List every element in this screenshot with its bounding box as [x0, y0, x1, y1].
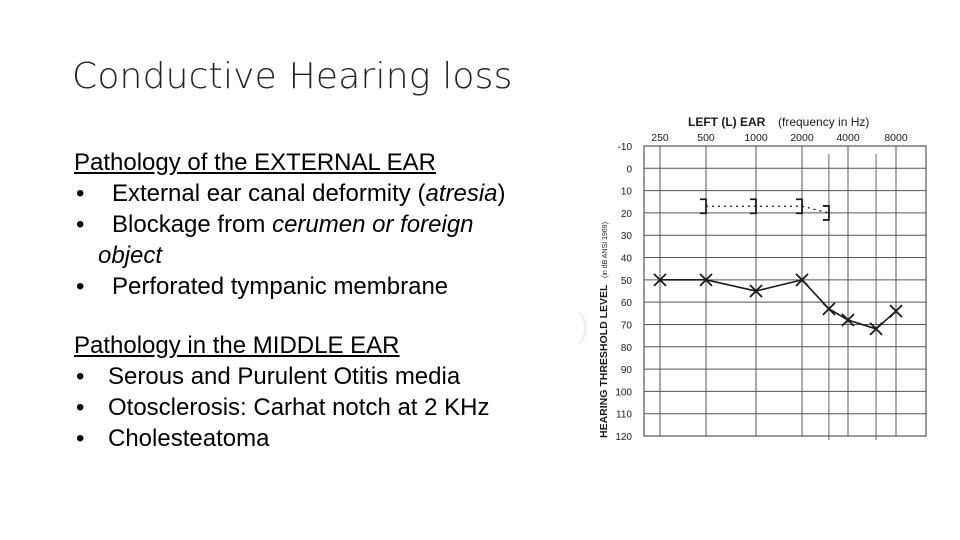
x-tick-label: 8000 [884, 132, 908, 144]
section-heading-external-ear: Pathology of the EXTERNAL EAR [74, 149, 436, 176]
x-tick-label: 2000 [790, 132, 814, 144]
spacer [74, 302, 594, 330]
bullet-text: External ear canal deformity ( [112, 180, 426, 207]
y-tick-label: 120 [615, 432, 632, 443]
bullet-text-continuation: object [98, 242, 163, 269]
chart-frame [644, 146, 926, 436]
slide-title: Conductive Hearing loss [72, 56, 513, 97]
y-tick-label: -10 [617, 142, 632, 153]
x-tick-label: 4000 [836, 132, 860, 144]
slide-body [74, 147, 594, 454]
y-tick-label: 40 [620, 253, 632, 265]
x-tick-label: 1000 [744, 132, 768, 144]
bullet-text-italic: atresia [425, 180, 498, 207]
bullet-text: Cholesteatoma [108, 425, 270, 452]
bullet-text: Serous and Purulent Otitis media [108, 363, 461, 390]
y-tick-label: 60 [620, 298, 632, 310]
chart-ylabel-units: (in dB ANSI 1969) [602, 221, 609, 278]
section-heading-middle-ear: Pathology in the MIDDLE EAR [74, 332, 400, 359]
chart-title-paren: (frequency in Hz) [778, 115, 870, 129]
bullet-item [74, 392, 594, 423]
bullet-text-end: ) [497, 180, 506, 207]
bullet-item [74, 271, 594, 302]
y-tick-label: 30 [620, 231, 632, 243]
chart-ylabel: HEARING THRESHOLD LEVEL [598, 284, 610, 438]
bullet-dot: • [76, 394, 85, 421]
y-tick-label: 110 [616, 409, 632, 421]
chart-grid [644, 146, 926, 440]
bullet-text-italic: cerumen or foreign [272, 211, 474, 238]
chart-title: LEFT (L) EAR [688, 115, 766, 129]
bullet-text: Blockage from [112, 211, 273, 238]
faint-watermark-mark [568, 313, 584, 343]
audiogram-svg [592, 110, 932, 446]
bullet-item [74, 178, 594, 209]
y-tick-label: 80 [620, 342, 632, 354]
y-tick-label: 70 [620, 320, 632, 332]
bullet-dot: • [76, 211, 85, 238]
series-bracket-line [706, 206, 829, 213]
bullet-dot: • [76, 180, 85, 207]
data-point-bracket [700, 199, 706, 213]
y-tick-label: 90 [620, 365, 632, 377]
x-tick-label: 250 [651, 132, 669, 144]
bullet-dot: • [76, 425, 85, 452]
audiogram-chart [592, 110, 932, 446]
bullet-dot: • [76, 363, 85, 390]
y-tick-label: 0 [626, 164, 632, 176]
bullet-dot: • [76, 273, 85, 300]
chart-ticks [615, 132, 908, 443]
x-tick-label: 500 [697, 132, 715, 144]
bullet-text: Otosclerosis: Carhat notch at 2 KHz [108, 394, 490, 421]
y-tick-label: 50 [620, 275, 632, 287]
bullet-item [74, 209, 594, 240]
y-tick-label: 20 [620, 208, 632, 220]
bullet-item [74, 423, 594, 454]
y-tick-label: 10 [620, 186, 632, 198]
series-x-line [660, 280, 896, 329]
y-tick-label: 100 [615, 387, 632, 399]
bullet-text: Perforated tympanic membrane [112, 273, 449, 300]
chart-marks [654, 199, 902, 335]
bullet-item [74, 361, 594, 392]
